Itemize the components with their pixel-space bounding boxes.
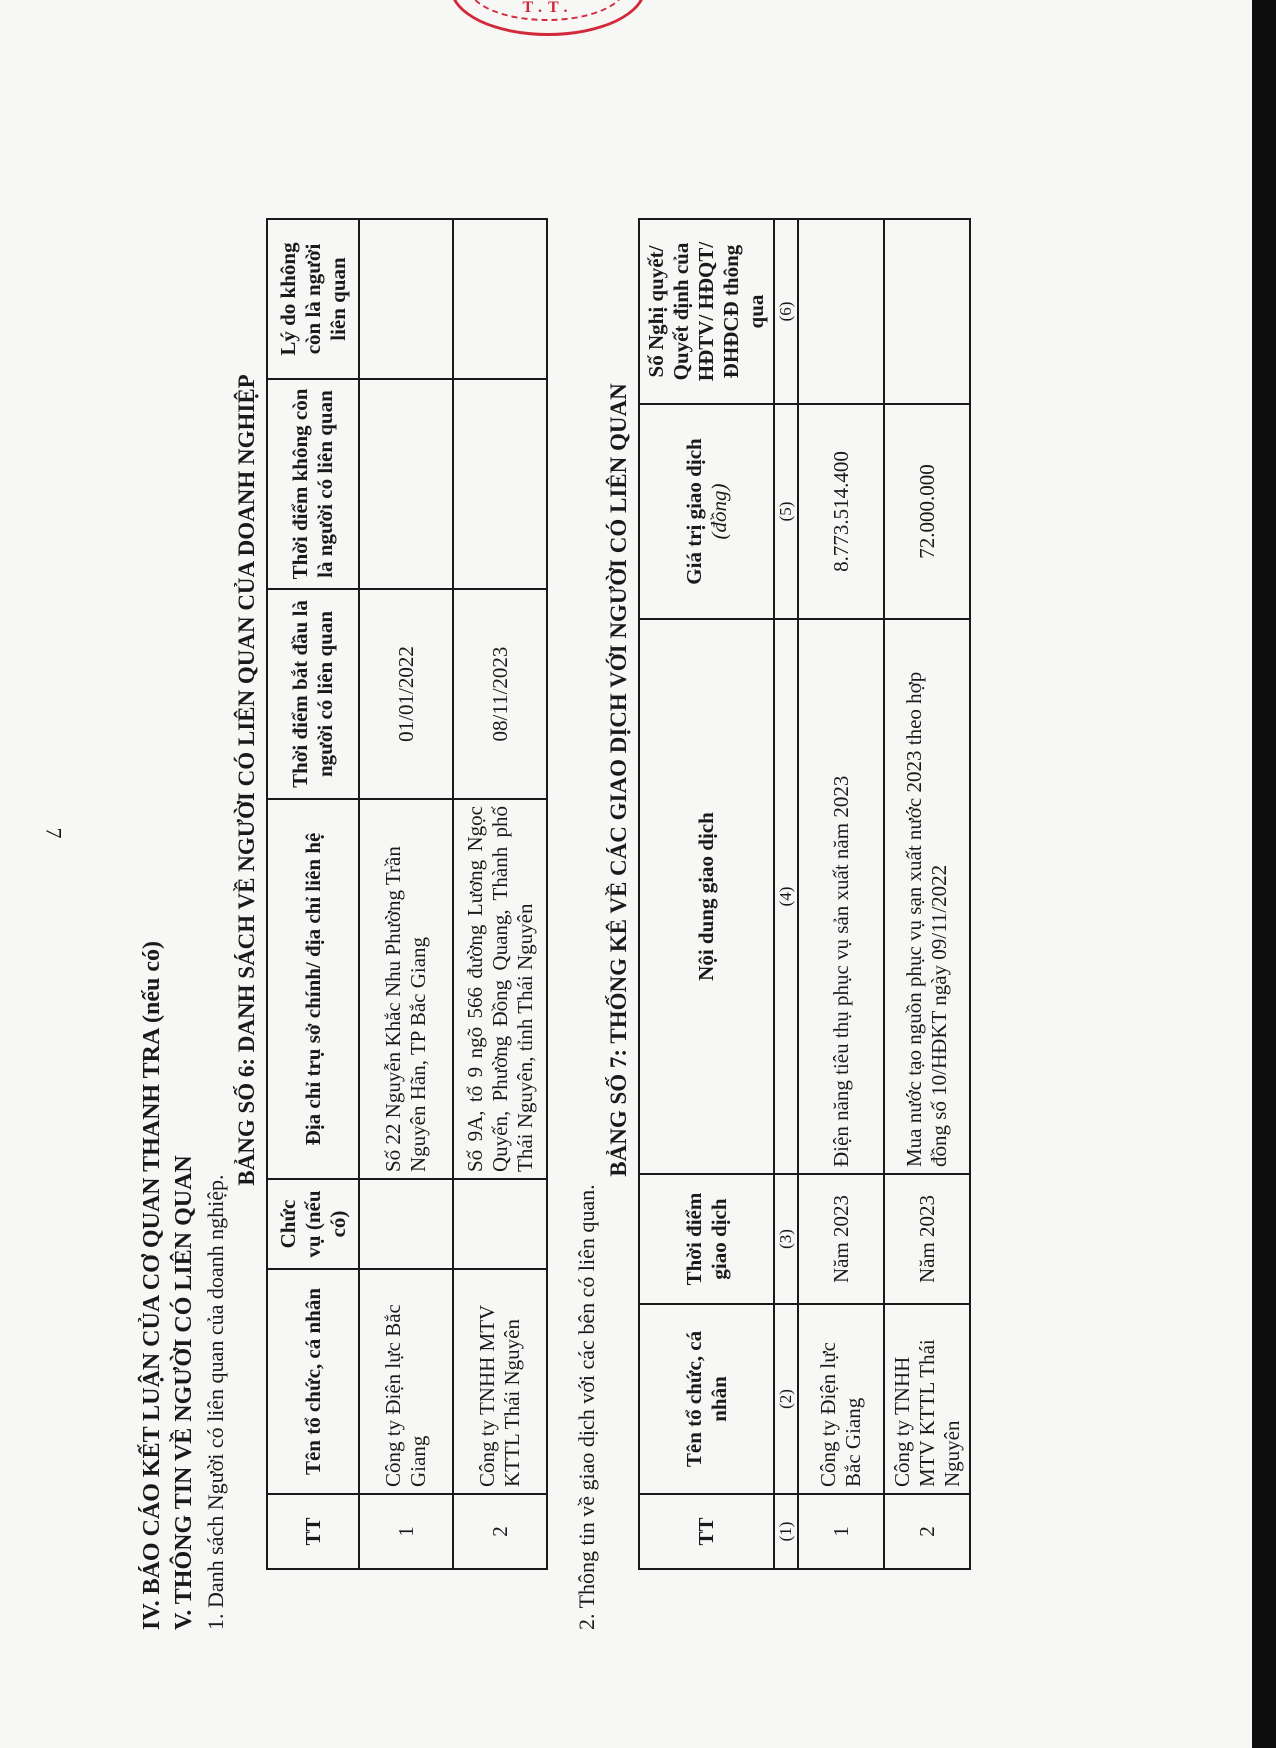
table-header-row [639,219,774,1569]
col-number: (6) [774,219,798,404]
cell-end [359,379,453,589]
col-name: Tên tổ chức, cá nhân [639,1304,774,1494]
table-header-row [267,219,359,1569]
related-persons-table [266,218,548,1570]
related-transactions-table [638,218,971,1570]
col-value [639,404,774,619]
item-2-text: 2. Thông tin về giao dịch với các bên có liên quan. [574,1184,600,1630]
cell-tt: 1 [359,1494,453,1569]
cell-start: 01/01/2022 [359,589,453,799]
col-value-label: Giá trị giao dịch [681,438,706,585]
col-tt: TT [639,1494,774,1569]
col-end: Thời điểm không còn là người có liên quan [267,379,359,589]
col-number: (1) [774,1494,798,1569]
col-address: Địa chỉ trụ sở chính/ địa chỉ liên hệ [267,799,359,1179]
table-row [359,219,453,1569]
cell-resolution [884,219,970,404]
cell-time: Năm 2023 [884,1174,970,1304]
col-resolution: Số Nghị quyết/ Quyết định của HĐTV/ HĐQT/ ĐHĐCĐ thông qua [639,219,774,404]
col-number: (2) [774,1304,798,1494]
cell-value: 72.000.000 [884,404,970,619]
cell-position [359,1179,453,1269]
col-value-unit: (đồng) [706,483,731,540]
cell-content: Mua nước tạo nguồn phục vụ sạn xuất nước 2023 theo hợp đồng số 10/HĐKT ngày 09/11/2022 [884,619,970,1174]
table-7-title: BẢNG SỐ 7: THỐNG KÊ VỀ CÁC GIAO DỊCH VỚI NGƯỜI CÓ LIÊN QUAN [606,383,632,1177]
table-row [453,219,547,1569]
cell-time: Năm 2023 [798,1174,884,1304]
col-name: Tên tổ chức, cá nhân [267,1269,359,1494]
col-tt: TT [267,1494,359,1569]
table-row [798,219,884,1569]
section-iv-heading: IV. BÁO CÁO KẾT LUẬN CỦA CƠ QUAN THANH TRA (nếu có) [139,941,165,1630]
cell-tt: 1 [798,1494,884,1569]
cell-value: 8.773.514.400 [798,404,884,619]
cell-name: Công ty TNHH MTV KTTL Thái Nguyên [453,1269,547,1494]
table-6-title: BẢNG SỐ 6: DANH SÁCH VỀ NGƯỜI CÓ LIÊN QUAN CỦA DOANH NGHIỆP [234,374,260,1186]
col-content: Nội dung giao dịch [639,619,774,1174]
cell-name: Công ty TNHH MTV KTTL Thái Nguyên [884,1304,970,1494]
cell-name: Công ty Điện lực Bắc Giang [798,1304,884,1494]
cell-address: Số 9A, tổ 9 ngõ 566 đường Lương Ngọc Quyến, Phường Đồng Quang, Thành phố Thái Nguyên, tỉnh Thái Nguyên [453,799,547,1179]
cell-content: Điện năng tiêu thụ phục vụ sản xuất năm 2023 [798,619,884,1174]
table-row [884,219,970,1569]
col-reason: Lý do không còn là người liên quan [267,219,359,379]
section-v-heading: V. THÔNG TIN VỀ NGƯỜI CÓ LIÊN QUAN [171,1155,198,1630]
column-number-row [774,219,798,1569]
cell-reason [453,219,547,379]
cell-end [453,379,547,589]
cell-start: 08/11/2023 [453,589,547,799]
cell-position [453,1179,547,1269]
col-start: Thời điểm bắt đầu là người có liên quan [267,589,359,799]
item-1-text: 1. Danh sách Người có liên quan của doanh nghiệp. [202,1174,228,1630]
document-content [100,0,1276,1630]
cell-tt: 2 [884,1494,970,1569]
page-number: 7 [41,827,67,839]
col-number: (3) [774,1174,798,1304]
cell-address: Số 22 Nguyễn Khắc Nhu Phường Trần Nguyên Hãn, TP Bắc Giang [359,799,453,1179]
cell-resolution [798,219,884,404]
stamp-text: T.T. [522,0,574,16]
col-number: (4) [774,619,798,1174]
cell-tt: 2 [453,1494,547,1569]
col-number: (5) [774,404,798,619]
col-time: Thời điểm giao dịch [639,1174,774,1304]
cell-reason [359,219,453,379]
cell-name: Công ty Điện lực Bắc Giang [359,1269,453,1494]
col-position: Chức vụ (nếu có) [267,1179,359,1269]
